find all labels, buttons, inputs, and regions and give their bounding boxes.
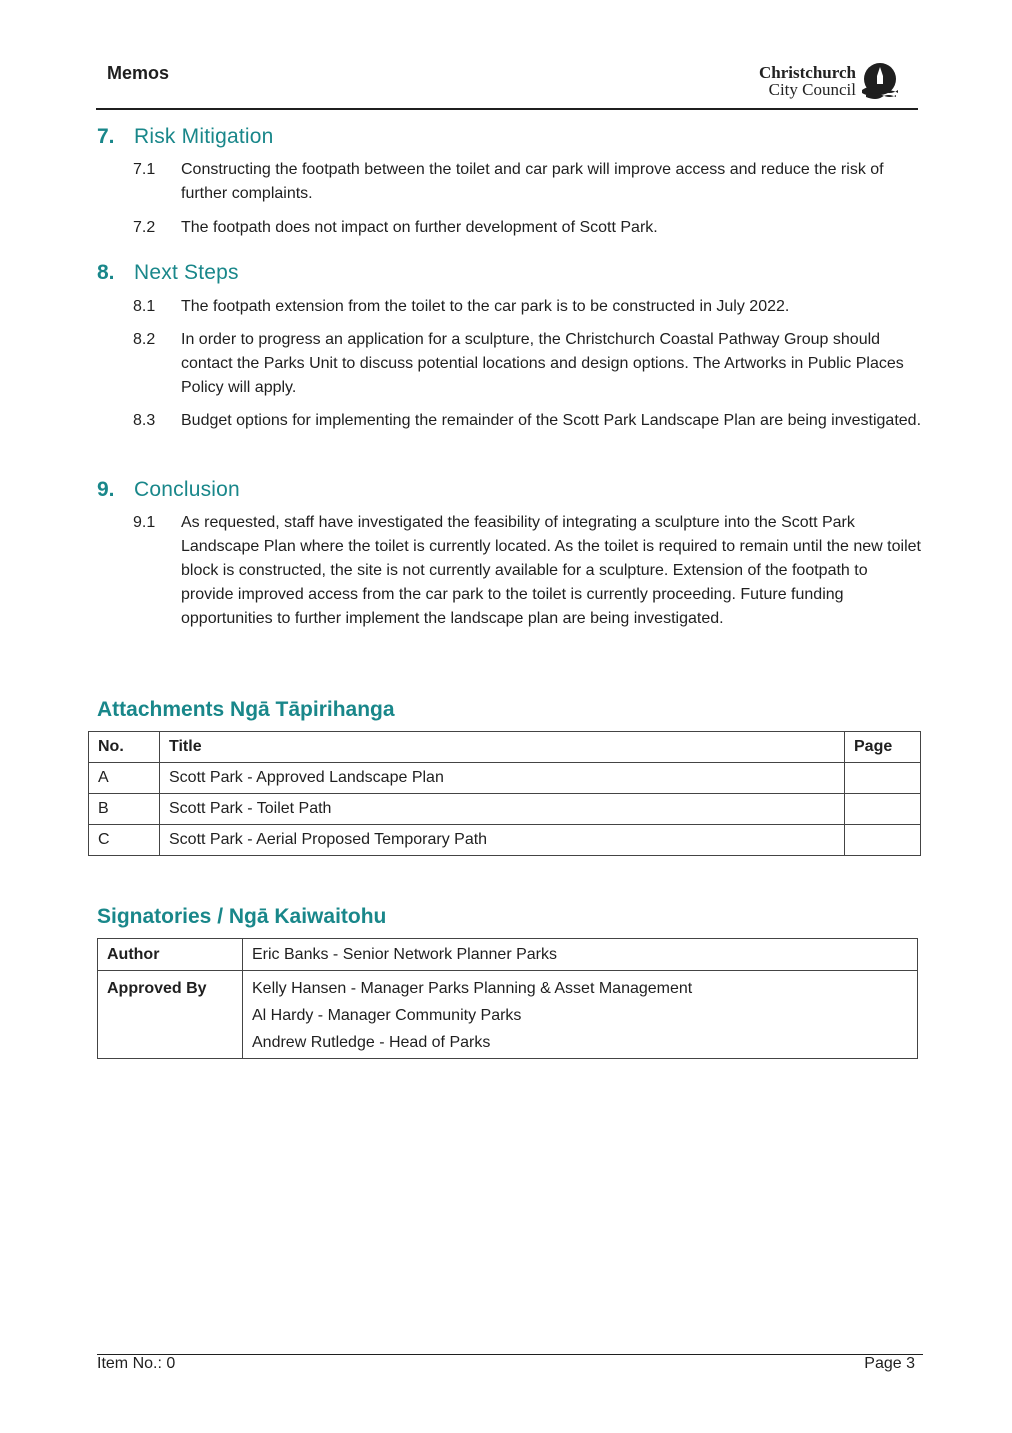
item-number: 7.1 xyxy=(133,161,156,178)
approved-by-text: Approved By xyxy=(107,980,207,997)
attachments-table xyxy=(88,731,921,856)
column-header-no: No. xyxy=(89,732,160,763)
item-text: In order to progress an application for a sculpture, the Christchurch Coastal Pathway Group should contact the Parks Unit to discuss potential locations and design options. The Artworks in Public Places Policy will apply. xyxy=(181,331,904,396)
item-number: 8.1 xyxy=(133,298,156,315)
author-value: Eric Banks - Senior Network Planner Parks xyxy=(243,939,918,971)
header-divider xyxy=(96,108,918,110)
cell-no: C xyxy=(89,825,160,856)
cell-page xyxy=(845,763,921,794)
table-row xyxy=(89,794,921,825)
signatories-table xyxy=(97,938,918,1059)
cell-no: B xyxy=(89,794,160,825)
section-number: 7. xyxy=(97,125,115,148)
section-title: Conclusion xyxy=(134,478,240,501)
cell-page xyxy=(845,794,921,825)
section-number: 8. xyxy=(97,261,115,284)
list-item xyxy=(133,216,923,240)
list-item xyxy=(133,158,923,206)
section-title: Next Steps xyxy=(134,261,239,284)
page-header-title: Memos xyxy=(107,63,170,83)
table-row xyxy=(89,763,921,794)
item-text: Constructing the footpath between the toilet and car park will improve access and reduce the risk of further complaints. xyxy=(181,161,884,202)
list-item xyxy=(133,295,923,319)
item-text: Budget options for implementing the remainder of the Scott Park Landscape Plan are being investigated. xyxy=(181,412,922,429)
logo-line-2: City Council xyxy=(768,80,856,99)
footer-item-number: Item No.: 0 xyxy=(97,1355,176,1372)
table-row xyxy=(89,825,921,856)
cathedral-logo-icon xyxy=(860,62,900,100)
cell-page xyxy=(845,825,921,856)
item-number: 8.2 xyxy=(133,331,156,348)
column-header-page: Page xyxy=(845,732,921,763)
logo-line-1: Christchurch xyxy=(759,63,856,82)
section-heading-9 xyxy=(97,478,240,502)
item-number: 7.2 xyxy=(133,219,156,236)
table-row xyxy=(98,939,918,971)
approver-name: Kelly Hansen - Manager Parks Planning & Asset Management xyxy=(252,980,693,997)
footer-divider xyxy=(97,1354,923,1355)
item-text: As requested, staff have investigated the feasibility of integrating a sculpture into the Scott Park Landscape Plan where the toilet is currently located. As the toilet is required to remain until the new toilet block is constructed, the site is not currently available for a sculpture. Extension of the footpath to provide improved access from the car park to the toilet is currently proceeding. Future funding opportunities to further implement the landscape plan are being investigated. xyxy=(181,514,921,627)
cell-title: Scott Park - Aerial Proposed Temporary Path xyxy=(160,825,845,856)
list-item xyxy=(133,328,923,400)
cell-title: Scott Park - Approved Landscape Plan xyxy=(160,763,845,794)
item-number: 8.3 xyxy=(133,412,156,429)
author-label: Author xyxy=(98,939,243,971)
cell-title: Scott Park - Toilet Path xyxy=(160,794,845,825)
section-heading-8 xyxy=(97,261,239,285)
section-heading-7 xyxy=(97,125,274,149)
list-item xyxy=(133,409,923,433)
approved-by-label xyxy=(98,971,243,1059)
list-item xyxy=(133,511,923,631)
approver-name: Andrew Rutledge - Head of Parks xyxy=(252,1034,491,1051)
column-header-title: Title xyxy=(160,732,845,763)
table-row xyxy=(98,971,918,1059)
council-logo xyxy=(748,62,900,102)
footer-page-number: Page 3 xyxy=(864,1355,915,1372)
signatories-heading: Signatories / Ngā Kaiwaitohu xyxy=(97,905,387,928)
attachments-heading: Attachments Ngā Tāpirihanga xyxy=(97,698,395,721)
table-header-row xyxy=(89,732,921,763)
item-text: The footpath does not impact on further development of Scott Park. xyxy=(181,219,658,236)
cell-no: A xyxy=(89,763,160,794)
section-number: 9. xyxy=(97,478,115,501)
item-text: The footpath extension from the toilet to the car park is to be constructed in July 2022. xyxy=(181,298,790,315)
item-number: 9.1 xyxy=(133,514,156,531)
section-title: Risk Mitigation xyxy=(134,125,274,148)
approvers-list xyxy=(243,971,918,1059)
approver-name: Al Hardy - Manager Community Parks xyxy=(252,1007,522,1024)
